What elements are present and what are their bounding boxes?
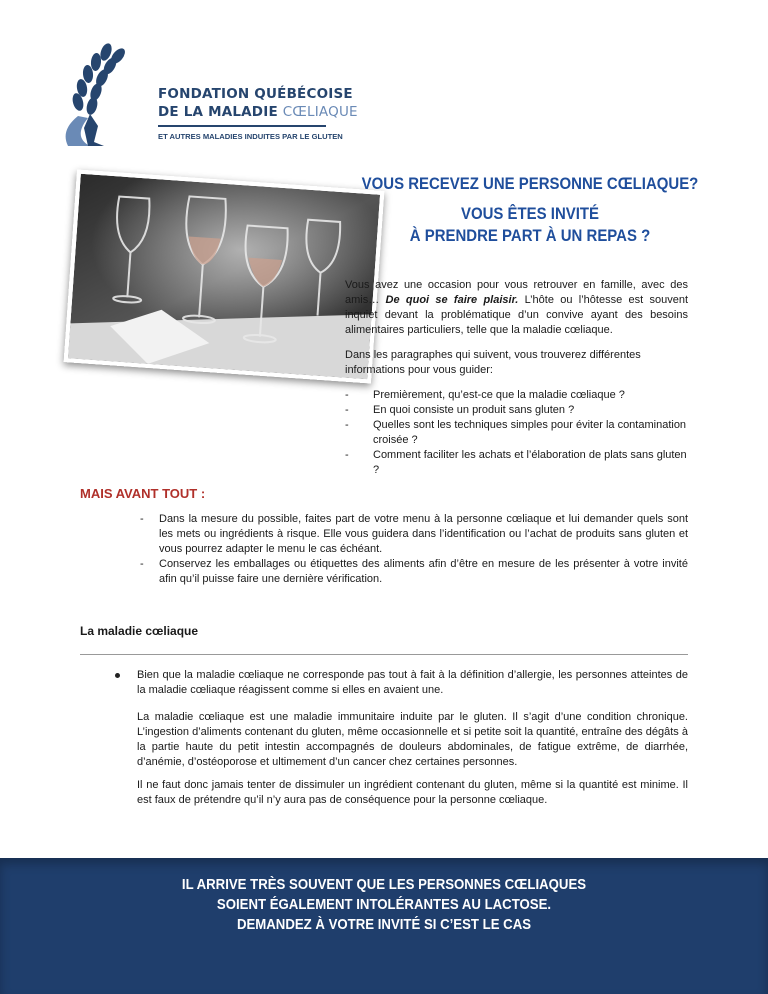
list-item <box>115 668 688 698</box>
list-item: - En quoi consiste un produit sans gluten ? <box>345 404 575 416</box>
list-item: - Comment faciliter les achats et l’élaboration de plats sans gluten ? <box>345 449 687 476</box>
bullet-text: Bien que la maladie cœliaque ne corresponde pas tout à fait à la définition d’allergie, les personnes atteintes de la maladie cœliaque réagissent comme si elles en avaient une. <box>137 669 688 696</box>
wheat-icon <box>48 38 158 148</box>
intro-paragraph-2: Dans les paragraphes qui suivent, vous trouverez différentes informations pour vous guider: <box>345 349 641 376</box>
question-text: Quelles sont les techniques simples pour éviter la contamination croisée ? <box>373 419 687 446</box>
intro-text-start: Vous avez une occasion pour vous retrouver en famille, avec des amis… <box>345 279 688 306</box>
avant-text: Conservez les emballages ou étiquettes des aliments afin d’être en mesure de les présenter à votre invité afin qu’il puisse faire une dernière vérification. <box>159 558 688 585</box>
list-item: - Conservez les emballages ou étiquettes des aliments afin d’être en mesure de les présenter à votre invité afin qu’il puisse faire une dernière vérification. <box>140 558 688 585</box>
logo-subtitle: ET AUTRES MALADIES INDUITES PAR LE GLUTEN <box>158 132 343 141</box>
section-heading: La maladie cœliaque <box>80 624 199 638</box>
bullet-icon <box>115 673 120 678</box>
logo-line2 <box>158 104 358 120</box>
logo-line2-main: DE LA MALADIE <box>158 104 283 120</box>
banner-line-1: IL ARRIVE TRÈS SOUVENT QUE LES PERSONNES CŒLIAQUES <box>181 876 587 893</box>
avant-heading: MAIS AVANT TOUT : <box>80 486 206 501</box>
section-bullet-list <box>115 668 688 698</box>
list-item: - Dans la mesure du possible, faites part de votre menu à la personne cœliaque et lui demander quels sont les mets ou ingrédients à risque. Elle vous guidera dans l’identification ou l’achat de produits sans gluten et vous pourrez adapter le menu le cas échéant. <box>140 513 688 555</box>
intro-text-end: L’hôte ou l’hôtesse est souvent inquiet devant la problématique d’un convive ayant des besoins alimentaires particuliers, telle que la maladie cœliaque. <box>345 294 689 336</box>
question-text: Premièrement, qu’est-ce que la maladie cœliaque ? <box>373 389 625 401</box>
banner-line-3: DEMANDEZ À VOTRE INVITÉ SI C’EST LE CAS <box>236 916 532 933</box>
list-item: - Premièrement, qu’est-ce que la maladie cœliaque ? <box>345 389 625 401</box>
avant-text: Dans la mesure du possible, faites part de votre menu à la personne cœliaque et lui demander quels sont les mets ou ingrédients à risque. Elle vous guidera dans l’identification ou l’achat de produits sans gluten et vous pourrez adapter le menu le cas échéant. <box>159 513 688 555</box>
logo-line1: FONDATION QUÉBÉCOISE <box>158 86 353 102</box>
section-divider <box>80 654 688 655</box>
question-text: En quoi consiste un produit sans gluten ? <box>373 404 575 416</box>
page-title: VOUS RECEVEZ UNE PERSONNE CŒLIAQUE? <box>361 174 699 193</box>
avant-list <box>140 512 688 587</box>
logo-line2-light: CŒLIAQUE <box>282 104 358 120</box>
page-subtitle-1: VOUS ÊTES INVITÉ <box>461 204 599 223</box>
intro-emphasis: De quoi se faire plaisir. <box>385 294 519 306</box>
section-paragraph-1: La maladie cœliaque est une maladie immunitaire induite par le gluten. Il s’agit d’une condition chronique. L’ingestion d’aliments contenant du gluten, même occasionnelle et si petite soit la quantité, entraîne des dégâts à la partie haute du petit intestin accompagnés de douleurs abdominales, de fatigue extrême, de diarrhée, d’anémie, d’ostéoporose et ultimement d’un cancer chez certaines personnes. <box>137 711 688 768</box>
question-text: Comment faciliter les achats et l’élaboration de plats sans gluten ? <box>373 449 687 476</box>
list-item: - Quelles sont les techniques simples pour éviter la contamination croisée ? <box>345 419 687 446</box>
page-subtitle-2: À PRENDRE PART À UN REPAS ? <box>409 226 651 245</box>
intro-paragraph <box>345 278 688 338</box>
banner-line-2: SOIENT ÉGALEMENT INTOLÉRANTES AU LACTOSE. <box>216 896 552 913</box>
question-list <box>345 388 688 478</box>
section-paragraph-2: Il ne faut donc jamais tenter de dissimuler un ingrédient contenant du gluten, même si la quantité est minime. Il est faux de prétendre qu’il n’y aura pas de conséquence pour la personne cœliaque. <box>137 779 688 806</box>
logo-divider <box>158 125 326 127</box>
wine-glasses-photo <box>64 169 385 383</box>
logo <box>48 38 358 148</box>
